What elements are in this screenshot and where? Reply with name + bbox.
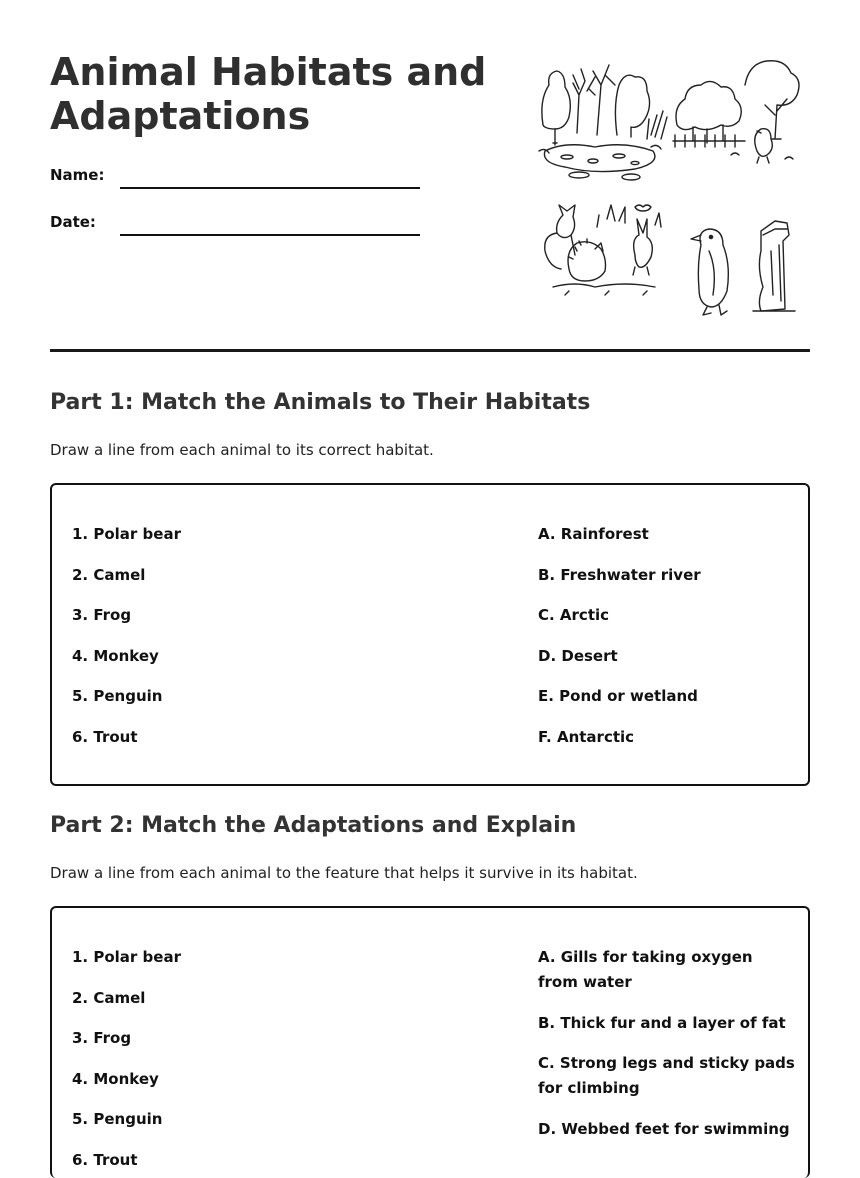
part1-animal-item: 1. Polar bear <box>72 525 181 543</box>
part2-animal-item: 5. Penguin <box>72 1110 163 1129</box>
part2-adaptation-item: D. Webbed feet for swimming <box>538 1119 790 1138</box>
forest-pond-illustration <box>539 65 667 180</box>
part1-habitat-item: F. Antarctic <box>538 727 635 746</box>
part1-habitat-item: D. Desert <box>538 646 618 665</box>
name-field[interactable] <box>120 187 420 189</box>
part1-habitat-item: A. Rainforest <box>538 525 649 543</box>
part2-animal-item: 1. Polar bear <box>72 948 181 966</box>
puffin-rocks-illustration <box>691 221 795 315</box>
date-label: Date: <box>50 213 96 231</box>
part2-animal-item: 2. Camel <box>72 988 146 1007</box>
part1-habitat-item: E. Pond or wetland <box>538 687 698 706</box>
part1-animal-item: 5. Penguin <box>72 687 163 706</box>
worksheet-title: Animal Habitats and Adaptations <box>50 50 487 138</box>
part1-habitat-list <box>538 522 793 750</box>
part2-animal-item: 4. Monkey <box>72 1069 159 1088</box>
part2-animal-list <box>72 945 181 1173</box>
part1-animal-item: 2. Camel <box>72 565 146 584</box>
part2-animal-item: 6. Trout <box>72 1150 138 1169</box>
part2-matching-box <box>50 906 810 1178</box>
part1-matching-box <box>50 483 810 786</box>
section-divider <box>50 349 810 352</box>
part1-animal-item: 4. Monkey <box>72 646 159 665</box>
part1-animal-item: 3. Frog <box>72 606 132 625</box>
part2-adaptation-list <box>538 945 796 1142</box>
fox-hedgehog-rabbit-illustration <box>545 205 661 295</box>
part2-adaptation-item: B. Thick fur and a layer of fat <box>538 1013 786 1032</box>
part1-habitat-item: C. Arctic <box>538 606 610 625</box>
part1-habitat-item: B. Freshwater river <box>538 565 701 584</box>
part2-heading: Part 2: Match the Adaptations and Explain <box>50 813 577 838</box>
woodland-park-illustration <box>673 61 799 163</box>
part2-adaptation-item: A. Gills for taking oxygen from water <box>538 948 753 991</box>
part2-instructions: Draw a line from each animal to the feature that helps it survive in its habitat. <box>50 864 638 882</box>
date-field[interactable] <box>120 234 420 236</box>
habitat-illustrations <box>535 55 805 325</box>
part2-animal-item: 3. Frog <box>72 1029 132 1048</box>
part1-animal-list <box>72 522 181 750</box>
name-label: Name: <box>50 166 105 184</box>
part1-heading: Part 1: Match the Animals to Their Habitats <box>50 390 591 415</box>
part1-animal-item: 6. Trout <box>72 727 138 746</box>
part2-adaptation-item: C. Strong legs and sticky pads for climbing <box>538 1054 795 1098</box>
part1-instructions: Draw a line from each animal to its correct habitat. <box>50 441 434 459</box>
